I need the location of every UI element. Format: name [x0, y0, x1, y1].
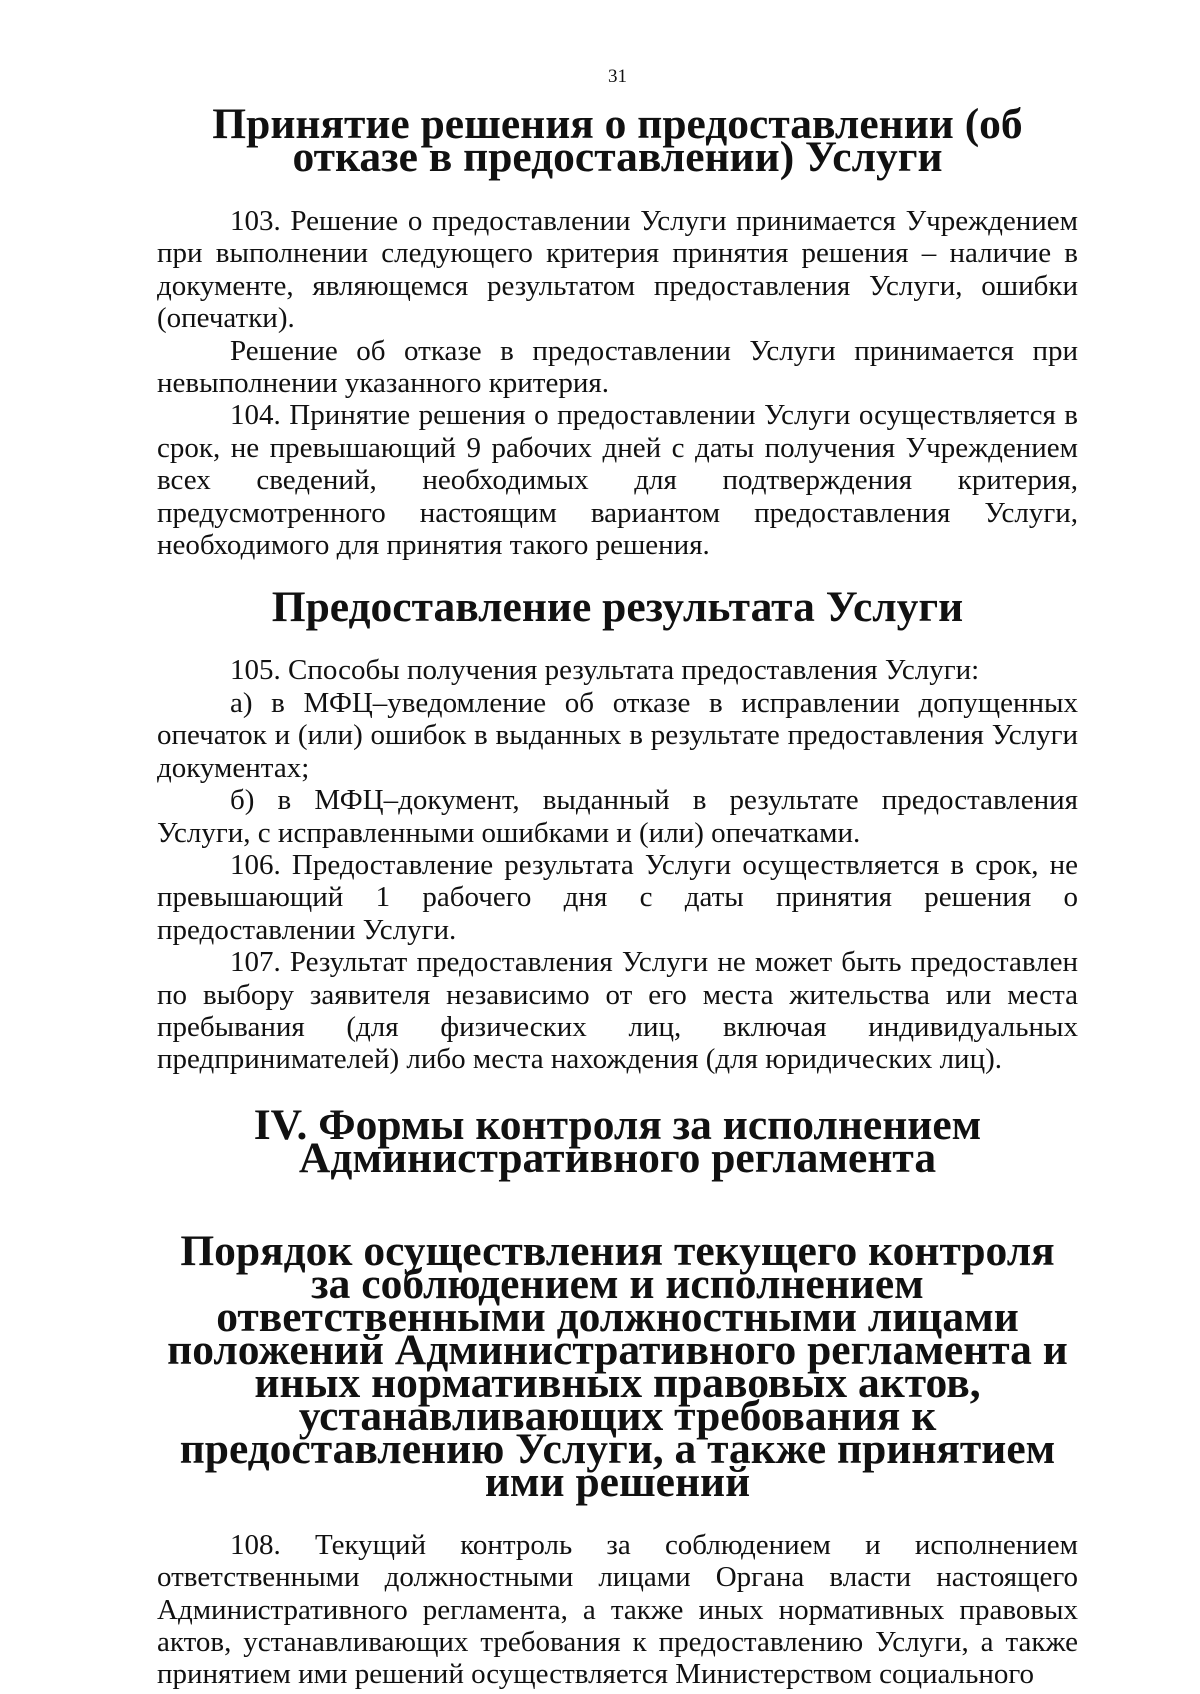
page-content	[157, 66, 1078, 1691]
heading-result: Предоставление результата Услуги	[271, 583, 964, 632]
paragraph-103-refusal: Решение об отказе в предоставлении Услуги принимается при невыполнении указанного критерия.	[157, 334, 1078, 400]
heading-section-iv: IV. Формы контроля за исполнением Административного регламента	[253, 1100, 982, 1182]
paragraph-108: 108. Текущий контроль за соблюдением и исполнением ответственными должностными лицами Органа власти настоящего Административного регламента, а также иных нормативных правовых актов, устанавливающих требования к предоставлению Услуги, а также принятием ими решений осуществляется Министерством социального	[157, 1528, 1078, 1691]
paragraph-104: 104. Принятие решения о предоставлении Услуги осуществляется в срок, не превышающий 9 рабочих дней с даты получения Учреждением всех сведений, необходимых для подтверждения критерия, предусмотренного настоящим вариантом предоставления Услуги, необходимого для принятия такого решения.	[157, 399, 1078, 562]
paragraph-106: 106. Предоставление результата Услуги осуществляется в срок, не превышающий 1 рабочего дня с даты принятия решения о предоставлении Услуги.	[157, 848, 1078, 946]
paragraph-105: 105. Способы получения результата предоставления Услуги:	[230, 654, 980, 687]
paragraph-103: 103. Решение о предоставлении Услуги принимается Учреждением при выполнении следующего критерия принятия решения – наличие в документе, являющемся результатом предоставления Услуги, ошибки (опечатки).	[157, 205, 1078, 335]
heading-current-control: Порядок осуществления текущего контроля за соблюдением и исполнением ответственными должностными лицами положений Административного регламента и иных нормативных правовых актов, устанавливающих требования к предоставлению Услуги, а также принятием ими решений	[167, 1226, 1068, 1506]
paragraph-105-a: а) в МФЦ–уведомление об отказе в исправлении допущенных опечаток и (или) ошибок в выданных в результате предоставления Услуги документах;	[157, 686, 1078, 784]
heading-decision: Принятие решения о предоставлении (об отказе в предоставлении) Услуги	[212, 100, 1023, 181]
page-number: 31	[608, 66, 627, 87]
paragraph-105-b: б) в МФЦ–документ, выданный в результате предоставления Услуги, с исправленными ошибками и (или) опечатками.	[157, 784, 1078, 849]
paragraph-107: 107. Результат предоставления Услуги не может быть предоставлен по выбору заявителя независимо от его места жительства или места пребывания (для физических лиц, включая индивидуальных предпринимателей) либо места нахождения (для юридических лиц).	[157, 946, 1078, 1076]
